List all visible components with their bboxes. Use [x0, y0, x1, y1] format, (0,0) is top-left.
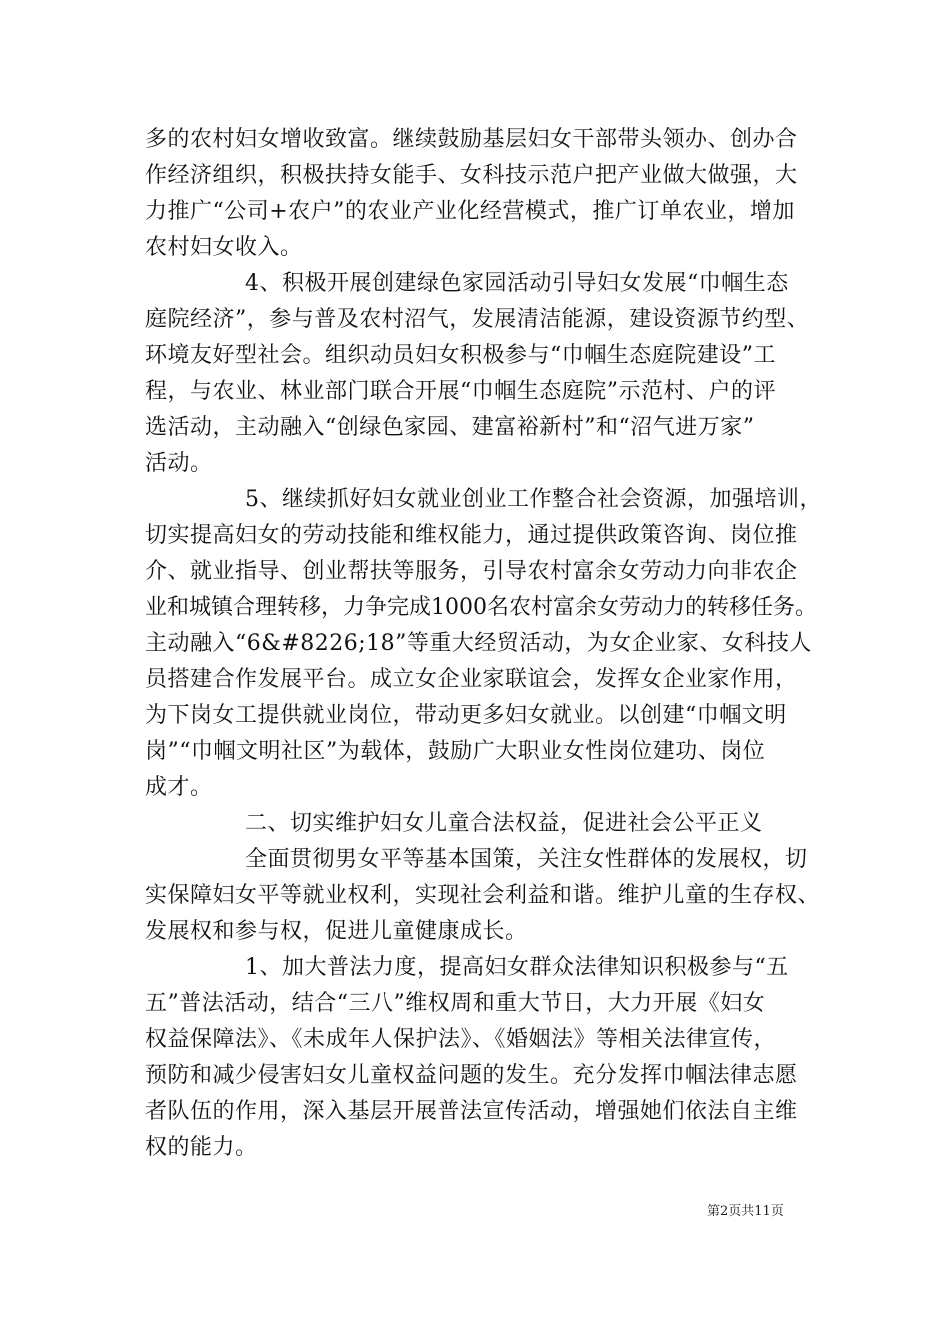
- text-line: 权的能力。: [145, 1135, 258, 1160]
- text-line: 成才。: [145, 775, 213, 800]
- text-line: 预防和减少侵害妇女儿童权益问题的发生。充分发挥巾帼法律志愿: [145, 1063, 798, 1088]
- text-line: 环境友好型社会。组织动员妇女积极参与“巾帼生态庭院建设”工: [145, 343, 776, 368]
- text-line: 程，与农业、林业部门联合开展“巾帼生态庭院”示范村、户的评: [145, 379, 776, 404]
- text-line: 权益保障法》、《未成年人保护法》、《婚姻法》等相关法律宣传，: [145, 1027, 777, 1052]
- text-line: 员搭建合作发展平台。成立女企业家联谊会，发挥女企业家作用，: [145, 667, 798, 692]
- text-line: 农村妇女收入。: [145, 235, 303, 260]
- text-line: 活动。: [145, 451, 213, 476]
- text-line: 发展权和参与权，促进儿童健康成长。: [145, 919, 528, 944]
- text-line: 多的农村妇女增收致富。继续鼓励基层妇女干部带头领办、创办合: [145, 127, 798, 152]
- text-line: 全面贯彻男女平等基本国策，关注女性群体的发展权，切: [245, 847, 808, 872]
- text-line: 作经济组织，积极扶持女能手、女科技示范户把产业做大做强，大: [145, 163, 798, 188]
- text-line: 力推广“公司+农户”的农业产业化经营模式，推广订单农业，增加: [145, 199, 795, 224]
- text-line: 为下岗女工提供就业岗位，带动更多妇女就业。以创建“巾帼文明: [145, 703, 787, 728]
- text-line: 切实提高妇女的劳动技能和维权能力，通过提供政策咨询、岗位推: [145, 523, 798, 548]
- text-line: 介、就业指导、创业帮扶等服务，引导农村富余女劳动力向非农企: [145, 559, 798, 584]
- text-line: 5、继续抓好妇女就业创业工作整合社会资源，加强培训，: [245, 487, 822, 512]
- text-line: 1、加大普法力度，提高妇女群众法律知识积极参与“五: [245, 955, 789, 980]
- section-heading: 二、切实维护妇女儿童合法权益，促进社会公平正义: [245, 811, 763, 836]
- text-line: 主动融入“6&#8226;18”等重大经贸活动，为女企业家、女科技人: [145, 631, 812, 656]
- text-line: 庭院经济”，参与普及农村沼气，发展清洁能源，建设资源节约型、: [145, 307, 810, 332]
- text-line: 业和城镇合理转移，力争完成1000名农村富余女劳动力的转移任务。: [145, 595, 817, 620]
- text-line: 五”普法活动，结合“三八”维权周和重大节日，大力开展《妇女: [145, 991, 766, 1016]
- text-line: 选活动，主动融入“创绿色家园、建富裕新村”和“沼气进万家”: [145, 415, 755, 440]
- text-line: 4、积极开展创建绿色家园活动引导妇女发展“巾帼生态: [245, 271, 789, 296]
- text-line: 实保障妇女平等就业权利，实现社会利益和谐。维护儿童的生存权、: [145, 883, 821, 908]
- text-line: 岗”“巾帼文明社区”为载体，鼓励广大职业女性岗位建功、岗位: [145, 739, 766, 764]
- page-number: 第2页共11页: [707, 1204, 784, 1219]
- text-line: 者队伍的作用，深入基层开展普法宣传活动，增强她们依法自主维: [145, 1099, 798, 1124]
